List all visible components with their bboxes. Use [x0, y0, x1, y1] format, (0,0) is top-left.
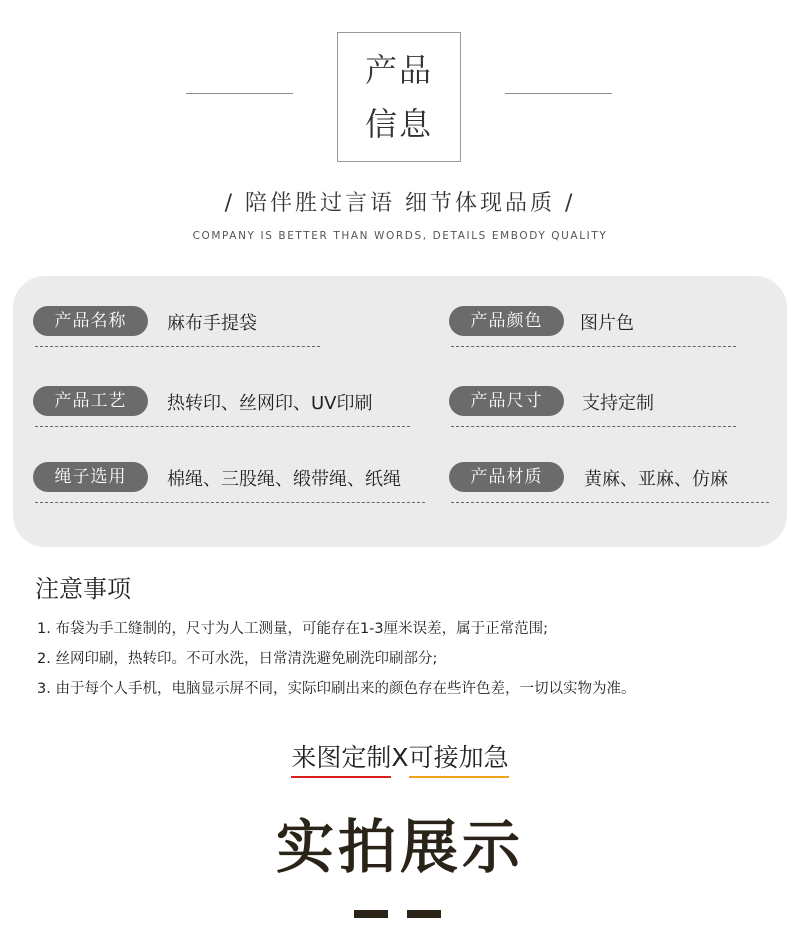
note-item-1: 1. 布袋为手工缝制的，尺寸为人工测量，可能存在1-3厘米误差，属于正常范围;: [37, 621, 549, 637]
section-title-line2: 信息: [364, 105, 433, 143]
custom-tagline: [0, 738, 800, 778]
slogan: / 陪伴胜过言语 细节体现品质 /: [224, 191, 576, 216]
info-label-pill: 产品尺寸: [449, 386, 564, 416]
notes-title: 注意事项: [35, 575, 131, 603]
info-label-pill: 产品颜色: [449, 306, 564, 336]
section-title-box: [337, 32, 461, 162]
dashed-divider: [451, 502, 769, 503]
product-info-panel: [13, 276, 787, 547]
dashed-divider: [35, 502, 425, 503]
slogan-english: COMPANY IS BETTER THAN WORDS, DETAILS EMBODY QUALITY: [192, 230, 608, 242]
info-label-pill: 绳子选用: [33, 462, 148, 492]
info-value: 热转印、丝网印、UV印刷: [167, 393, 373, 414]
dashed-divider: [35, 346, 320, 347]
showcase-title: 实拍展示: [275, 813, 524, 881]
info-label-pill: 产品名称: [33, 306, 148, 336]
info-label-pill: 产品工艺: [33, 386, 148, 416]
note-item-3: 3. 由于每个人手机，电脑显示屏不同，实际印刷出来的颜色存在些许色差，一切以实物为准。: [37, 681, 636, 697]
info-label-pill: 产品材质: [449, 462, 564, 492]
showcase-bar-right: [407, 910, 441, 918]
info-value: 棉绳、三股绳、缎带绳、纸绳: [167, 469, 401, 490]
custom-tagline-part1: 来图定制: [291, 738, 391, 778]
section-title-line1: 产品: [364, 51, 433, 89]
dashed-divider: [451, 426, 736, 427]
info-value: 图片色: [580, 313, 634, 334]
info-value: 麻布手提袋: [167, 313, 257, 334]
dashed-divider: [451, 346, 736, 347]
custom-tagline-separator: X: [391, 743, 409, 772]
showcase-bar-left: [354, 910, 388, 918]
note-item-2: 2. 丝网印刷，热转印。不可水洗，日常清洗避免刷洗印刷部分;: [37, 651, 438, 667]
info-value: 黄麻、亚麻、仿麻: [584, 469, 728, 490]
info-value: 支持定制: [582, 393, 654, 414]
title-divider-left: [186, 93, 293, 94]
title-divider-right: [505, 93, 612, 94]
custom-tagline-part2: 可接加急: [409, 738, 509, 778]
dashed-divider: [35, 426, 410, 427]
